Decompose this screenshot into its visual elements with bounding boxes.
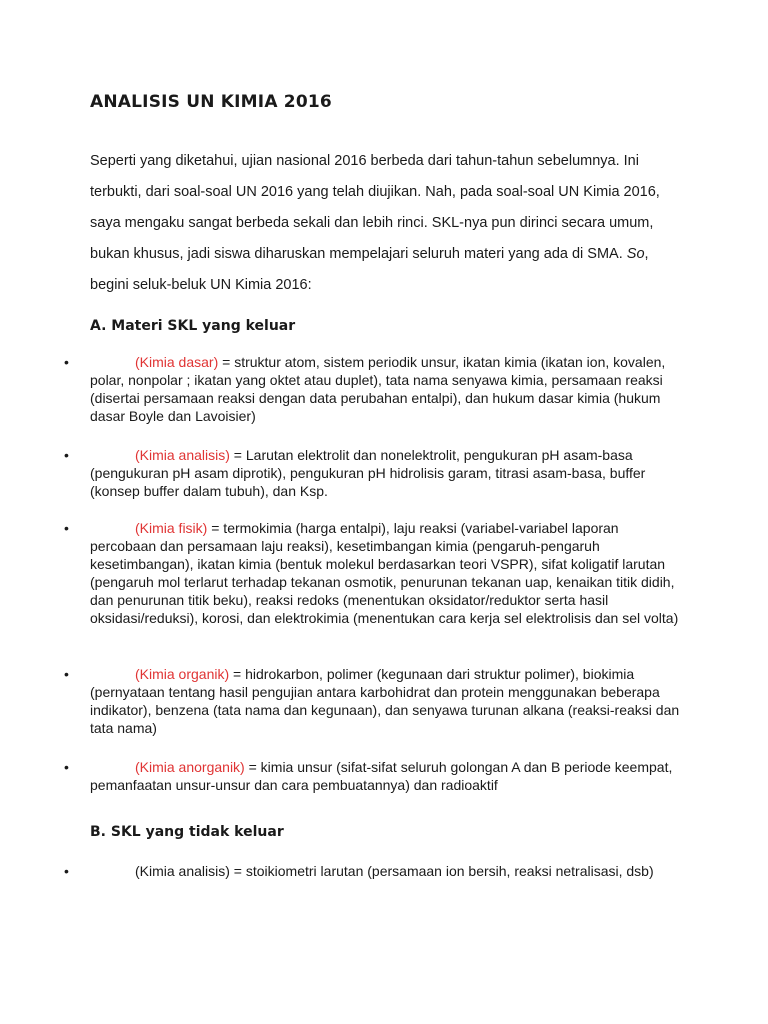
topic-text: = kimia unsur (sifat-sifat seluruh golongan A dan B periode keempat, pemanfaatan unsur-unsur dan cara pembuatannya) dan radioaktif	[90, 759, 673, 793]
topic-text: = termokimia (harga entalpi), laju reaksi (variabel-variabel laporan percobaan dan persamaan laju reaksi), kesetimbangan kimia (pengaruh-pengaruh kesetimbangan), ikatan kimia (bentuk molekul berdasarkan teori VSPR), sifat koligatif larutan (pengaruh mol terlarut terhadap tekanan osmotik, penurunan tekanan uap, kenaikan titik didih, dan penurunan titik beku), reaksi redoks (menentukan oksidator/reduktor serta hasil oksidasi/reduksi), korosi, dan elektrokimia (menentukan cara kerja sel elektrolisis dan sel volta)	[90, 520, 679, 626]
list-item	[64, 519, 684, 627]
topic-text: = struktur atom, sistem periodik unsur, ikatan kimia (ikatan ion, kovalen, polar, nonpolar ; ikatan yang oktet atau duplet), tata nama senyawa kimia, persamaan reaksi (disertai persamaan reaksi dengan data perubahan entalpi), dan hukum dasar kimia (hukum dasar Boyle dan Lavoisier)	[90, 354, 666, 424]
bullet-icon: •	[64, 447, 69, 463]
document-title: ANALISIS UN KIMIA 2016	[90, 92, 332, 112]
bullet-icon: •	[64, 759, 69, 775]
intro-paragraph	[90, 146, 670, 301]
topic-tag: (Kimia analisis)	[135, 447, 230, 463]
bullet-icon: •	[64, 863, 69, 879]
intro-text-before: Seperti yang diketahui, ujian nasional 2016 berbeda dari tahun-tahun sebelumnya. Ini terbukti, dari soal-soal UN 2016 yang telah diujikan. Nah, pada soal-soal UN Kimia 2016, saya mengaku sangat berbeda sekali dan lebih rinci. SKL-nya pun dirinci secara umum, bukan khusus, jadi siswa diharuskan mempelajari seluruh materi yang ada di SMA.	[90, 153, 660, 262]
bullet-icon: •	[64, 354, 69, 370]
topic-tag: (Kimia analisis)	[135, 863, 230, 879]
intro-italic-word: So	[626, 246, 645, 262]
list-item	[64, 758, 684, 794]
list-item	[64, 353, 684, 425]
topic-tag: (Kimia fisik)	[135, 520, 208, 536]
section-b-heading: B. SKL yang tidak keluar	[90, 824, 284, 840]
bullet-icon: •	[64, 520, 69, 536]
topic-tag: (Kimia anorganik)	[135, 759, 245, 775]
list-item	[64, 665, 684, 737]
topic-text: = hidrokarbon, polimer (kegunaan dari struktur polimer), biokimia (pernyataan tentang hasil pengujian antara karbohidrat dan protein menggunakan beberapa indikator), benzena (tata nama dan kegunaan), dan senyawa turunan alkana (reaksi-reaksi dan tata nama)	[90, 666, 680, 736]
bullet-icon: •	[64, 666, 69, 682]
list-item	[64, 446, 684, 500]
intro-text-after: , begini seluk-beluk UN Kimia 2016:	[90, 246, 649, 293]
topic-tag: (Kimia organik)	[135, 666, 230, 682]
topic-tag: (Kimia dasar)	[135, 354, 219, 370]
topic-text: = Larutan elektrolit dan nonelektrolit, pengukuran pH asam-basa (pengukuran pH asam diprotik), pengukuran pH hidrolisis garam, titrasi asam-basa, buffer (konsep buffer dalam tubuh), dan Ksp.	[90, 447, 646, 499]
topic-text: = stoikiometri larutan (persamaan ion bersih, reaksi netralisasi, dsb)	[229, 863, 654, 879]
list-item	[64, 862, 684, 880]
section-a-heading: A. Materi SKL yang keluar	[90, 318, 296, 334]
